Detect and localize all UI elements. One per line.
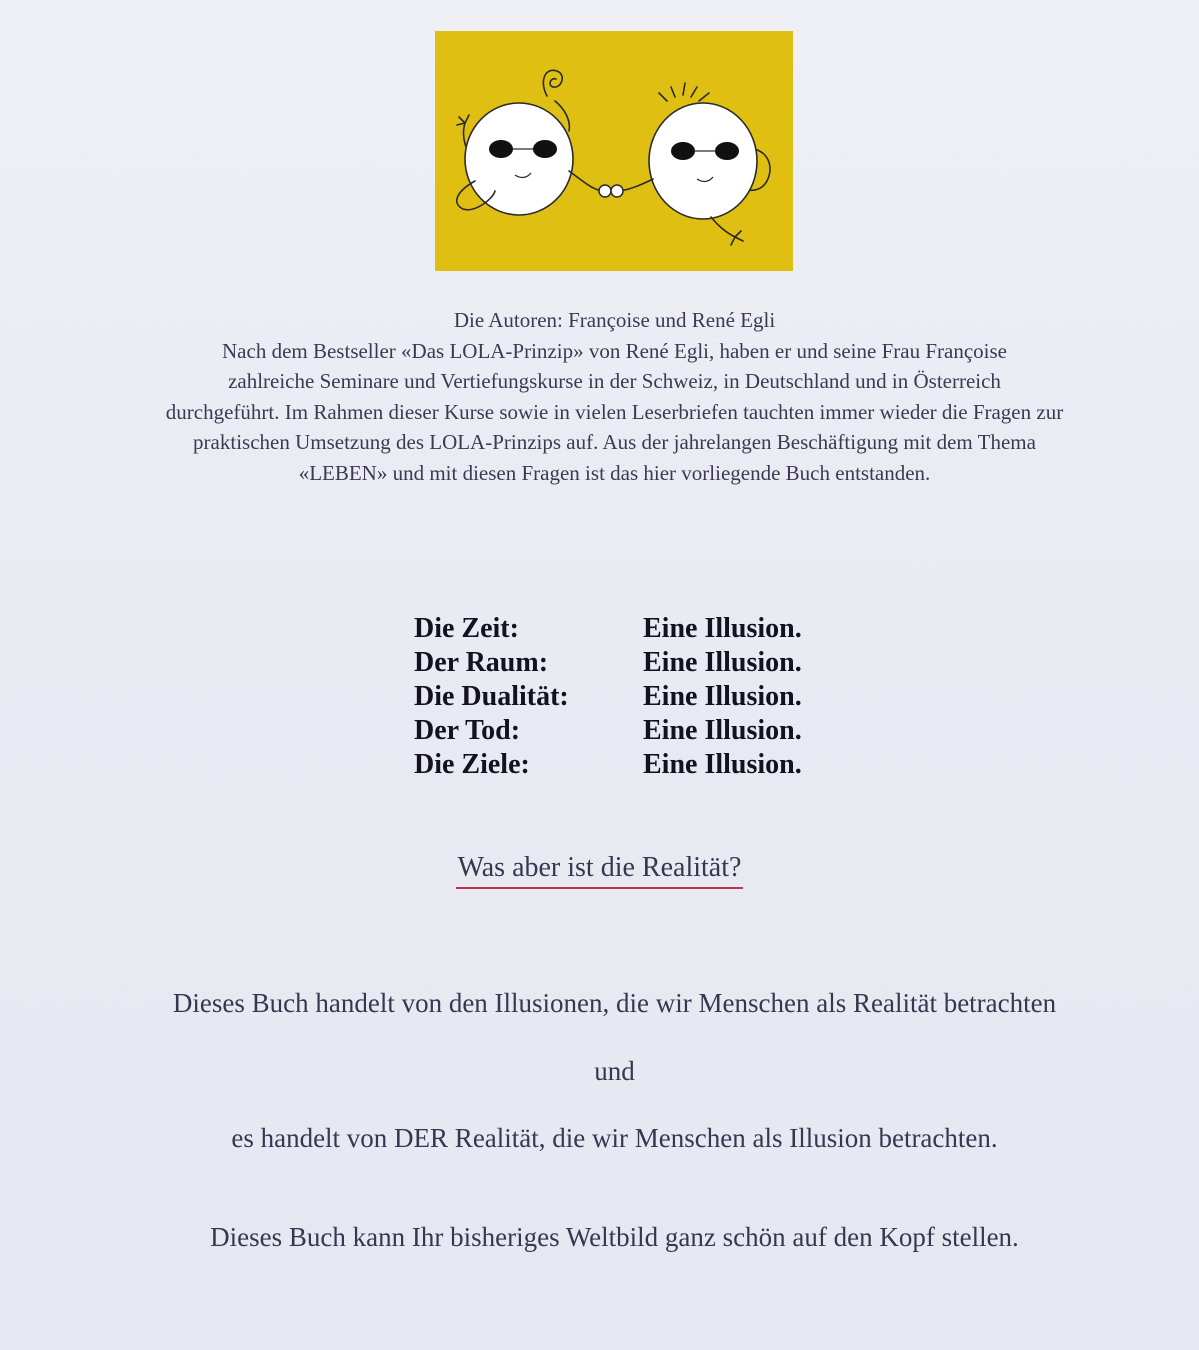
illusions-list <box>414 612 802 782</box>
about-line-4: praktischen Umsetzung des LOLA-Prinzips auf. Aus der jahrelangen Beschäftigung mit dem Thema <box>193 430 1036 454</box>
question-heading <box>0 850 1199 889</box>
illusion-term: Der Tod: <box>414 715 521 746</box>
statement-2: es handelt von DER Realität, die wir Menschen als Illusion betrachten. <box>231 1123 998 1153</box>
question-text: Was aber ist die Realität? <box>456 850 744 889</box>
statement-1: Dieses Buch handelt von den Illusionen, die wir Menschen als Realität betrachten <box>172 988 1057 1018</box>
about-line-3: durchgeführt. Im Rahmen dieser Kurse sowie in vielen Leserbriefen tauchten immer wieder die Fragen zur <box>165 399 1064 424</box>
list-item <box>414 680 802 714</box>
authors-section <box>40 305 1189 488</box>
illusion-term: Die Zeit: <box>414 613 519 644</box>
illusion-value: Eine Illusion. <box>643 647 802 678</box>
about-line-2: zahlreiche Seminare und Vertiefungskurse in der Schweiz, in Deutschland und in Österreich <box>228 369 1001 393</box>
illusion-term: Der Raum: <box>414 647 549 678</box>
illusion-term: Die Ziele: <box>414 749 530 780</box>
list-item <box>414 612 802 646</box>
list-item <box>414 714 802 748</box>
illusion-value: Eine Illusion. <box>643 715 802 746</box>
two-characters-holding-hands-image <box>435 31 793 271</box>
list-item <box>414 646 802 680</box>
list-item <box>414 748 802 782</box>
illusion-value: Eine Illusion. <box>643 681 802 712</box>
illusion-term: Die Dualität: <box>414 681 569 712</box>
illusion-value: Eine Illusion. <box>643 613 802 644</box>
conjunction: und <box>594 1056 635 1086</box>
cartoon-illustration <box>435 31 793 271</box>
about-line-5: «LEBEN» und mit diesen Fragen ist das hier vorliegende Buch entstanden. <box>298 460 931 485</box>
illusion-value: Eine Illusion. <box>643 749 802 780</box>
closing-line: Dieses Buch kann Ihr bisheriges Weltbild ganz schön auf den Kopf stellen. <box>210 1222 1019 1252</box>
authors-line: Die Autoren: Françoise und René Egli <box>453 308 776 332</box>
about-line-1: Nach dem Bestseller «Das LOLA-Prinzip» von René Egli, haben er und seine Frau Françoise <box>222 338 1007 363</box>
